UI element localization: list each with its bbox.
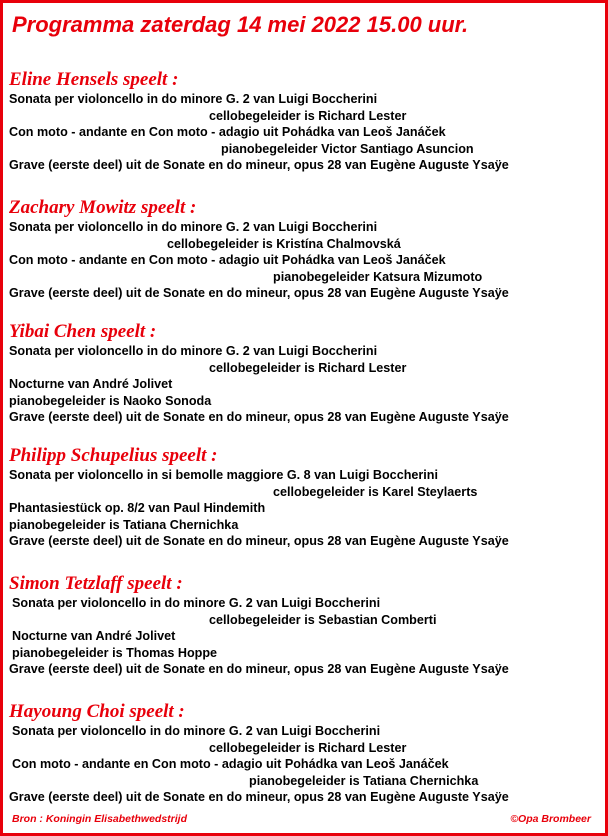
copyright-credit: ©Opa Brombeer <box>510 813 591 825</box>
performance-block <box>9 573 603 678</box>
accompanist-line: pianobegeleider is Tatiana Chernichka <box>249 773 479 788</box>
accompanist-line: cellobegeleider is Karel Steylaerts <box>273 484 478 499</box>
performance-block <box>9 701 603 806</box>
piece-line: Nocturne van André Jolivet <box>12 629 176 644</box>
piece-line: Con moto - andante en Con moto - adagio uit Pohádka van Leoš Janáček <box>9 125 446 140</box>
piece-line: Sonata per violoncello in do minore G. 2 van Luigi Boccherini <box>12 596 381 610</box>
performer-heading: Eline Hensels speelt : <box>9 69 179 90</box>
accompanist-line: cellobegeleider is Richard Lester <box>209 740 407 755</box>
piece-line: Con moto - andante en Con moto - adagio uit Pohádka van Leoš Janáček <box>9 253 446 268</box>
accompanist-line: pianobegeleider is Naoko Sonoda <box>9 393 212 408</box>
piece-line: Grave (eerste deel) uit de Sonate en do mineur, opus 28 van Eugène Auguste Ysaÿe <box>9 158 509 173</box>
piece-line: Sonata per violoncello in do minore G. 2 van Luigi Boccherini <box>9 92 378 106</box>
piece-line: Grave (eerste deel) uit de Sonate en do mineur, opus 28 van Eugène Auguste Ysaÿe <box>9 286 509 301</box>
piece-line: Sonata per violoncello in si bemolle maggiore G. 8 van Luigi Boccherini <box>9 468 438 482</box>
accompanist-line: cellobegeleider is Richard Lester <box>209 360 407 375</box>
accompanist-line: pianobegeleider Victor Santiago Asuncion <box>221 141 474 156</box>
accompanist-line: cellobegeleider is Sebastian Comberti <box>209 612 437 627</box>
performer-heading: Philipp Schupelius speelt : <box>9 445 218 466</box>
piece-line: Grave (eerste deel) uit de Sonate en do mineur, opus 28 van Eugène Auguste Ysaÿe <box>9 410 509 425</box>
performer-heading: Hayoung Choi speelt : <box>9 701 185 722</box>
accompanist-line: pianobegeleider is Tatiana Chernichka <box>9 517 239 532</box>
accompanist-line: cellobegeleider is Richard Lester <box>209 108 407 123</box>
page-title: Programma zaterdag 14 mei 2022 15.00 uur. <box>12 12 469 37</box>
piece-line: Grave (eerste deel) uit de Sonate en do mineur, opus 28 van Eugène Auguste Ysaÿe <box>9 790 509 805</box>
piece-line: Grave (eerste deel) uit de Sonate en do mineur, opus 28 van Eugène Auguste Ysaÿe <box>9 534 509 549</box>
performer-heading: Zachary Mowitz speelt : <box>9 197 197 218</box>
performer-heading: Simon Tetzlaff speelt : <box>9 573 183 594</box>
piece-line: Con moto - andante en Con moto - adagio uit Pohádka van Leoš Janáček <box>12 757 449 772</box>
piece-line: Grave (eerste deel) uit de Sonate en do mineur, opus 28 van Eugène Auguste Ysaÿe <box>9 662 509 677</box>
piece-line: Sonata per violoncello in do minore G. 2 van Luigi Boccherini <box>9 220 378 234</box>
performer-heading: Yibai Chen speelt : <box>9 321 157 342</box>
performance-block <box>9 445 603 550</box>
accompanist-line: pianobegeleider Katsura Mizumoto <box>273 269 483 284</box>
piece-line: Phantasiestück op. 8/2 van Paul Hindemith <box>9 501 266 516</box>
piece-line: Nocturne van André Jolivet <box>9 377 173 392</box>
performance-block <box>9 69 603 174</box>
performance-block <box>9 197 603 302</box>
piece-line: Sonata per violoncello in do minore G. 2 van Luigi Boccherini <box>12 724 381 738</box>
accompanist-line: pianobegeleider is Thomas Hoppe <box>12 645 218 660</box>
piece-line: Sonata per violoncello in do minore G. 2 van Luigi Boccherini <box>9 344 378 358</box>
performance-block <box>9 321 603 426</box>
accompanist-line: cellobegeleider is Kristína Chalmovská <box>167 236 401 251</box>
source-note: Bron : Koningin Elisabethwedstrijd <box>12 813 188 825</box>
